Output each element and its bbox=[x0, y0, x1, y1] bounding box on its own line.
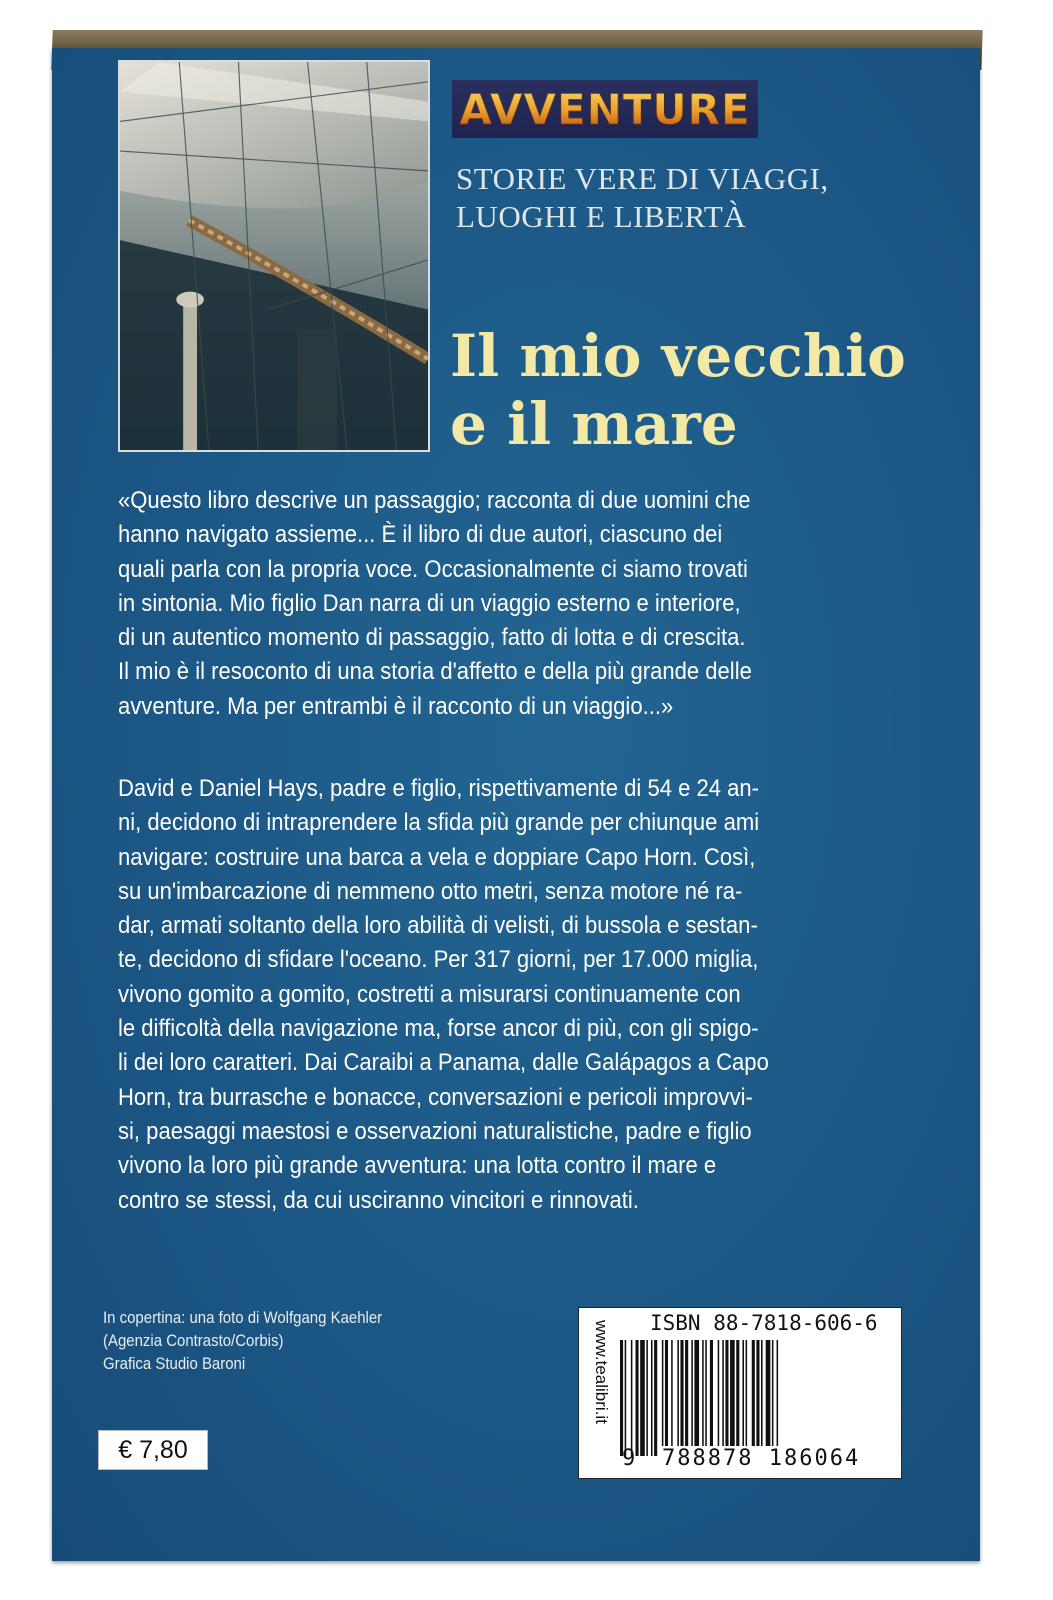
barcode-bar bbox=[620, 1340, 623, 1456]
barcode-bar bbox=[752, 1340, 755, 1456]
book-title-line2: e il mare bbox=[450, 390, 738, 458]
description-line: le difficoltà della navigazione ma, forse ancor di più, con gli spigo- bbox=[118, 1015, 759, 1043]
quote-line: «Questo libro descrive un passaggio; racconta di due uomini che bbox=[118, 487, 751, 514]
description-line: contro se stessi, da cui usciranno vincitori e rinnovati. bbox=[118, 1186, 639, 1214]
series-logo bbox=[452, 80, 758, 138]
description-line: Horn, tra burrasche e bonacce, conversazioni e pericoli improvvi- bbox=[118, 1083, 753, 1111]
description-line: dar, armati soltanto della loro abilità di velisti, di bussola e sestan- bbox=[118, 912, 758, 940]
barcode-bar bbox=[685, 1340, 688, 1456]
publisher-website[interactable]: www.tealibri.it bbox=[592, 1320, 611, 1424]
barcode-bar bbox=[651, 1340, 653, 1456]
barcode-bar bbox=[722, 1340, 724, 1456]
barcode-bar bbox=[662, 1340, 664, 1456]
barcode-bar bbox=[646, 1340, 648, 1456]
description-line: li dei loro caratteri. Dai Caraibi a Panama, dalle Galápagos a Capo bbox=[118, 1049, 769, 1077]
quote-line: Il mio è il resoconto di una storia d'affetto e della più grande delle bbox=[118, 658, 752, 686]
barcode-bar bbox=[625, 1340, 627, 1456]
barcode-bar bbox=[680, 1340, 683, 1456]
series-subtitle-line2: LUOGHI E LIBERTÀ bbox=[456, 199, 747, 234]
cover-credits bbox=[103, 1306, 382, 1375]
cover-photo-sails bbox=[118, 60, 430, 452]
barcode-bar bbox=[665, 1340, 668, 1456]
barcode-bar bbox=[777, 1340, 779, 1456]
description-line: David e Daniel Hays, padre e figlio, rispettivamente di 54 e 24 an- bbox=[118, 775, 760, 802]
barcode-bar bbox=[772, 1340, 774, 1456]
price-tag: € 7,80 bbox=[98, 1430, 208, 1470]
barcode-bar bbox=[631, 1340, 633, 1456]
description-line: te, decidono di sfidare l'oceano. Per 317 giorni, per 17.000 miglia, bbox=[118, 946, 759, 974]
barcode-bar bbox=[756, 1340, 759, 1456]
credit-design: Grafica Studio Baroni bbox=[103, 1354, 246, 1373]
series-subtitle-line1: STORIE VERE DI VIAGGI, bbox=[456, 161, 829, 196]
barcode-bar bbox=[761, 1340, 763, 1456]
description-line: navigare: costruire una barca a vela e doppiare Capo Horn. Così, bbox=[118, 843, 756, 871]
series-subtitle bbox=[456, 160, 829, 236]
barcode-bar bbox=[636, 1340, 639, 1456]
book-description bbox=[118, 772, 829, 1218]
barcode-bar bbox=[718, 1340, 720, 1456]
ean-first-digit: 9 bbox=[622, 1446, 636, 1471]
barcode-bar bbox=[725, 1340, 728, 1456]
author-quote bbox=[118, 484, 829, 724]
barcode-bar bbox=[640, 1340, 645, 1456]
description-line: si, paesaggi maestosi e osservazioni naturalistiche, padre e figlio bbox=[118, 1117, 752, 1145]
quote-line: in sintonia. Mio figlio Dan narra di un viaggio esterno e interiore, bbox=[118, 589, 741, 617]
barcode-bar bbox=[705, 1340, 707, 1456]
barcode-bar bbox=[691, 1340, 693, 1456]
description-line: vivono gomito a gomito, costretti a misurarsi continuamente con bbox=[118, 980, 741, 1008]
quote-line: di un autentico momento di passaggio, fatto di lotta e di crescita. bbox=[118, 624, 746, 652]
book-title-line1: Il mio vecchio bbox=[450, 322, 906, 390]
book-title bbox=[450, 322, 970, 458]
barcode-bar bbox=[654, 1340, 657, 1456]
barcode-bar bbox=[694, 1340, 699, 1456]
barcode-bar bbox=[710, 1340, 713, 1456]
barcode-bar bbox=[746, 1340, 748, 1456]
quote-line: quali parla con la propria voce. Occasionalmente ci siamo trovati bbox=[118, 555, 748, 583]
isbn-label: ISBN 88-7818-606-6 bbox=[650, 1311, 878, 1335]
ean-digits: 788878 186064 bbox=[662, 1446, 861, 1471]
description-line: vivono la loro più grande avventura: una lotta contro il mare e bbox=[118, 1152, 717, 1180]
quote-line: hanno navigato assieme... È il libro di due autori, ciascuno dei bbox=[118, 521, 723, 549]
credit-agency: (Agenzia Contrasto/Corbis) bbox=[103, 1331, 284, 1350]
barcode-bar bbox=[730, 1340, 735, 1456]
quote-line: avventure. Ma per entrambi è il racconto di un viaggio...» bbox=[118, 692, 674, 720]
description-line: ni, decidono di intraprendere la sfida più grande per chiunque ami bbox=[118, 809, 760, 837]
barcode-bar bbox=[736, 1340, 739, 1456]
barcode-bar bbox=[677, 1340, 679, 1456]
barcode-bar bbox=[671, 1340, 673, 1456]
barcode-bar bbox=[702, 1340, 704, 1456]
barcode-bar bbox=[742, 1340, 744, 1456]
description-line: su un'imbarcazione di nemmeno otto metri, senza motore né ra- bbox=[118, 877, 743, 905]
barcode-bar bbox=[766, 1340, 771, 1456]
barcode-bars bbox=[620, 1340, 898, 1456]
series-logo-text: AVVENTURE bbox=[459, 84, 751, 134]
credit-photo: In copertina: una foto di Wolfgang Kaehler bbox=[103, 1308, 383, 1327]
